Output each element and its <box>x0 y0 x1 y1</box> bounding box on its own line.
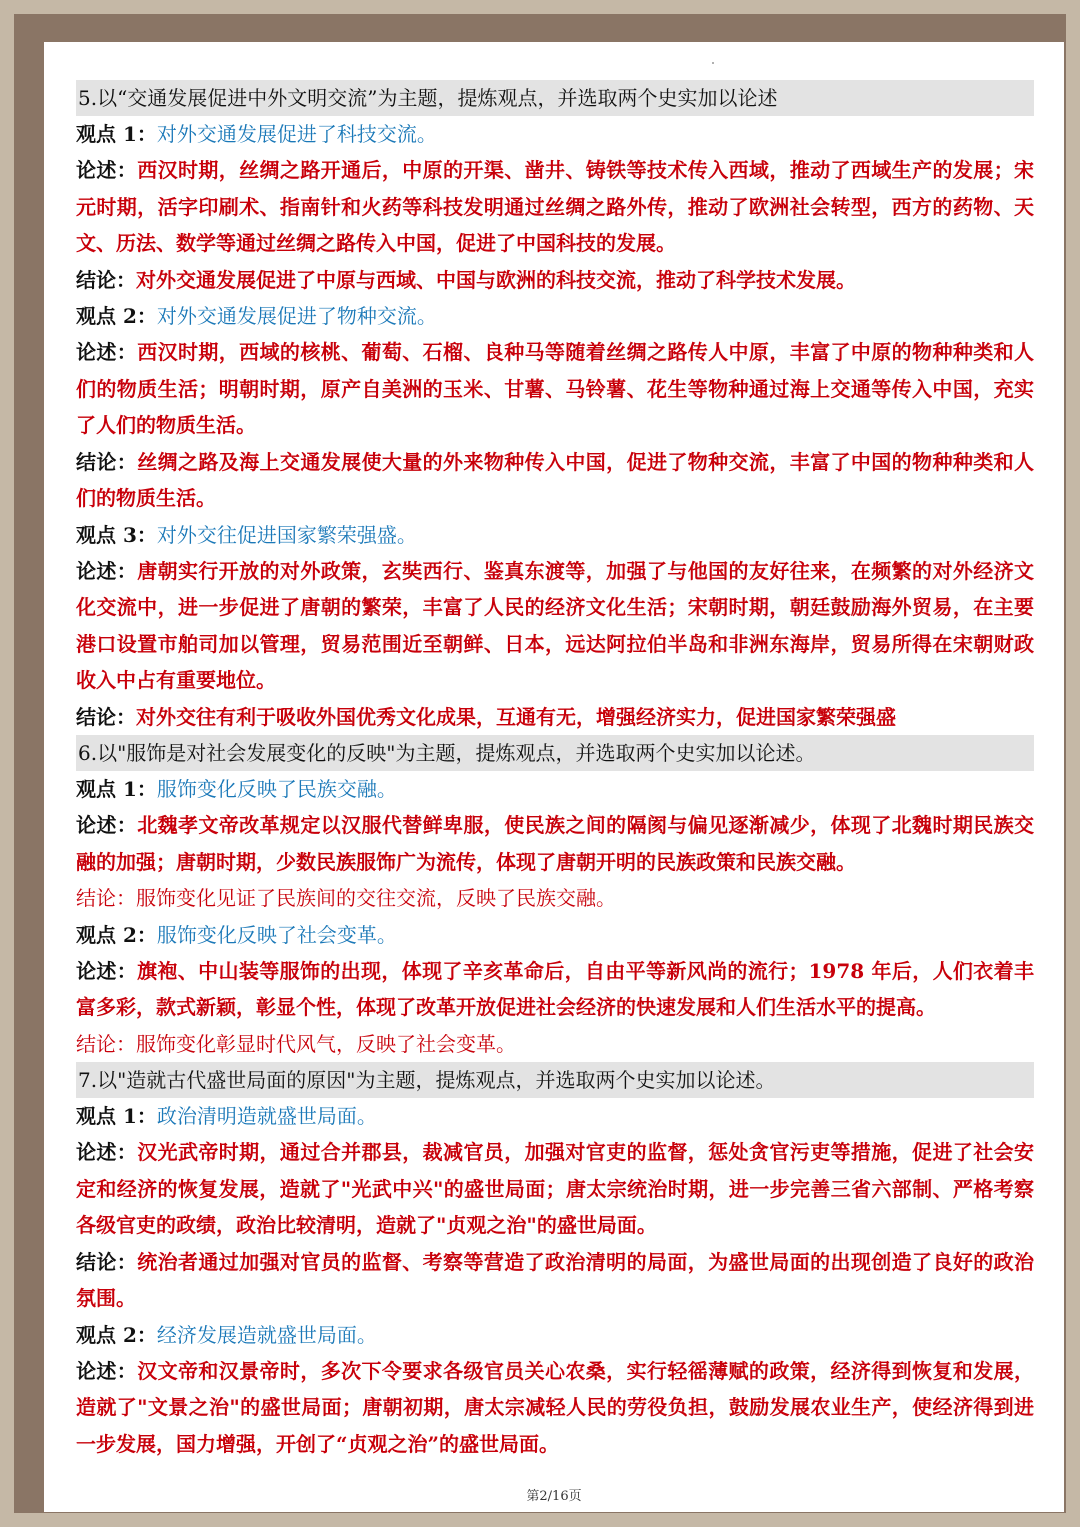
viewpoint-5-3 <box>76 517 1034 553</box>
page-frame <box>14 14 1066 1513</box>
section-heading-7: 7.以"造就古代盛世局面的原因"为主题，提炼观点，并选取两个史实加以论述。 <box>76 1062 1034 1098</box>
conclusion-5-1 <box>76 262 1034 299</box>
viewpoint-label: 观点 1： <box>76 777 157 801</box>
document-content <box>76 80 1034 1462</box>
conclusion-label: 结论： <box>76 1031 136 1056</box>
conclusion-6-1 <box>76 880 1034 917</box>
argument-text: 汉文帝和汉景帝时，多次下令要求各级官员关心农桑，实行轻徭薄赋的政策，经济得到恢复和发展，造就了"文景之治"的盛世局面；唐朝初期，唐太宗减轻人民的劳役负担，鼓励发展农业生产，使经济得到进一步发展，国力增强，开创了“贞观之治”的盛世局面。 <box>76 1358 1035 1456</box>
argument-text: 北魏孝文帝改革规定以汉服代替鲜卑服，使民族之间的隔阂与偏见逐渐减少，体现了北魏时期民族交融的加强；唐朝时期，少数民族服饰广为流传，体现了唐朝开明的民族政策和民族交融。 <box>76 813 1035 874</box>
argument-text: 旗袍、中山装等服饰的出现，体现了辛亥革命后，自由平等新风尚的流行；1978 年后，人们衣着丰富多彩，款式新颖，彰显个性，体现了改革开放促进社会经济的快速发展和人们生活水平的提高。 <box>76 958 1034 1019</box>
section-heading-5: 5.以“交通发展促进中外文明交流”为主题，提炼观点，并选取两个史实加以论述 <box>76 80 1034 116</box>
conclusion-text: 统治者通过加强对官员的监督、考察等营造了政治清明的局面，为盛世局面的出现创造了良好的政治氛围。 <box>76 1249 1035 1310</box>
conclusion-label: 结论： <box>76 704 136 729</box>
viewpoint-7-2 <box>76 1317 1034 1353</box>
argument-text: 西汉时期，西域的核桃、葡萄、石榴、良种马等随着丝绸之路传人中原，丰富了中原的物种种类和人们的物质生活；明朝时期，原产自美洲的玉米、甘薯、马铃薯、花生等物种通过海上交通等传入中国，充实了人们的物质生活。 <box>76 340 1035 437</box>
conclusion-text: 服饰变化彰显时代风气，反映了社会变革。 <box>136 1031 516 1056</box>
viewpoint-text: 服饰变化反映了社会变革。 <box>156 922 397 947</box>
viewpoint-label: 观点 1： <box>76 1104 157 1128</box>
viewpoint-text: 对外交通发展促进了物种交流。 <box>156 304 437 328</box>
argument-label: 论述： <box>76 813 138 837</box>
conclusion-5-3 <box>76 699 1034 736</box>
viewpoint-text: 政治清明造就盛世局面。 <box>156 1104 377 1128</box>
argument-5-1 <box>76 152 1034 262</box>
conclusion-label: 结论： <box>76 1249 138 1274</box>
viewpoint-label: 观点 3： <box>76 522 157 547</box>
viewpoint-label: 观点 2： <box>76 304 157 328</box>
viewpoint-5-2 <box>76 298 1034 334</box>
speck-mark <box>712 62 714 64</box>
argument-7-1 <box>76 1134 1034 1244</box>
conclusion-text: 服饰变化见证了民族间的交往交流，反映了民族交融。 <box>136 886 616 910</box>
viewpoint-6-1 <box>76 771 1034 807</box>
conclusion-text: 对外交往有利于吸收外国优秀文化成果，互通有无，增强经济实力，促进国家繁荣强盛 <box>136 704 896 729</box>
viewpoint-label: 观点 2： <box>76 922 157 947</box>
section-heading-6: 6.以"服饰是对社会发展变化的反映"为主题，提炼观点，并选取两个史实加以论述。 <box>76 735 1034 771</box>
viewpoint-label: 观点 1： <box>76 122 157 146</box>
argument-text: 唐朝实行开放的对外政策，玄奘西行、鉴真东渡等，加强了与他国的友好往来，在频繁的对外经济文化交流中，进一步促进了唐朝的繁荣，丰富了人民的经济文化生活；宋朝时期，朝廷鼓励海外贸易，在主要港口设置市舶司加以管理，贸易范围近至朝鲜、日本，远达阿拉伯半岛和非洲东海岸，贸易所得在宋朝财政收入中占有重要地位。 <box>76 558 1035 692</box>
argument-5-2 <box>76 334 1034 444</box>
conclusion-label: 结论： <box>76 267 136 292</box>
argument-label: 论述： <box>76 958 138 983</box>
argument-label: 论述： <box>76 1140 138 1164</box>
conclusion-7-1 <box>76 1244 1034 1317</box>
document-page <box>44 42 1064 1512</box>
argument-label: 论述： <box>76 158 138 182</box>
argument-text: 汉光武帝时期，通过合并郡县，裁减官员，加强对官吏的监督，惩处贪官污吏等措施，促进了社会安定和经济的恢复发展，造就了"光武中兴"的盛世局面；唐太宗统治时期，进一步完善三省六部制、严格考察各级官吏的政绩，政治比较清明，造就了"贞观之治"的盛世局面。 <box>76 1140 1035 1237</box>
viewpoint-5-1 <box>76 116 1034 152</box>
viewpoint-text: 服饰变化反映了民族交融。 <box>156 777 397 801</box>
argument-label: 论述： <box>76 340 138 364</box>
page-number: 第2/16页 <box>526 1489 582 1504</box>
argument-label: 论述： <box>76 558 138 583</box>
argument-label: 论述： <box>76 1358 138 1383</box>
argument-5-3 <box>76 553 1034 699</box>
conclusion-label: 结论： <box>76 886 136 910</box>
conclusion-text: 丝绸之路及海上交通发展使大量的外来物种传入中国，促进了物种交流，丰富了中国的物种种类和人们的物质生活。 <box>76 449 1035 510</box>
argument-6-1 <box>76 807 1034 880</box>
conclusion-5-2 <box>76 444 1034 517</box>
viewpoint-7-1 <box>76 1098 1034 1134</box>
viewpoint-label: 观点 2： <box>76 1322 157 1347</box>
viewpoint-text: 经济发展造就盛世局面。 <box>156 1322 377 1347</box>
conclusion-6-2 <box>76 1026 1034 1063</box>
conclusion-text: 对外交通发展促进了中原与西域、中国与欧洲的科技交流，推动了科学技术发展。 <box>136 267 856 292</box>
viewpoint-6-2 <box>76 917 1034 953</box>
viewpoint-text: 对外交通发展促进了科技交流。 <box>156 122 437 146</box>
argument-6-2 <box>76 953 1034 1026</box>
viewpoint-text: 对外交往促进国家繁荣强盛。 <box>156 522 417 547</box>
argument-text: 西汉时期，丝绸之路开通后，中原的开渠、凿井、铸铁等技术传入西域，推动了西域生产的发展；宋元时期，活字印刷术、指南针和火药等科技发明通过丝绸之路外传，推动了欧洲社会转型，西方的药物、天文、历法、数学等通过丝绸之路传入中国，促进了中国科技的发展。 <box>76 158 1035 255</box>
conclusion-label: 结论： <box>76 449 138 474</box>
argument-7-2 <box>76 1353 1034 1463</box>
